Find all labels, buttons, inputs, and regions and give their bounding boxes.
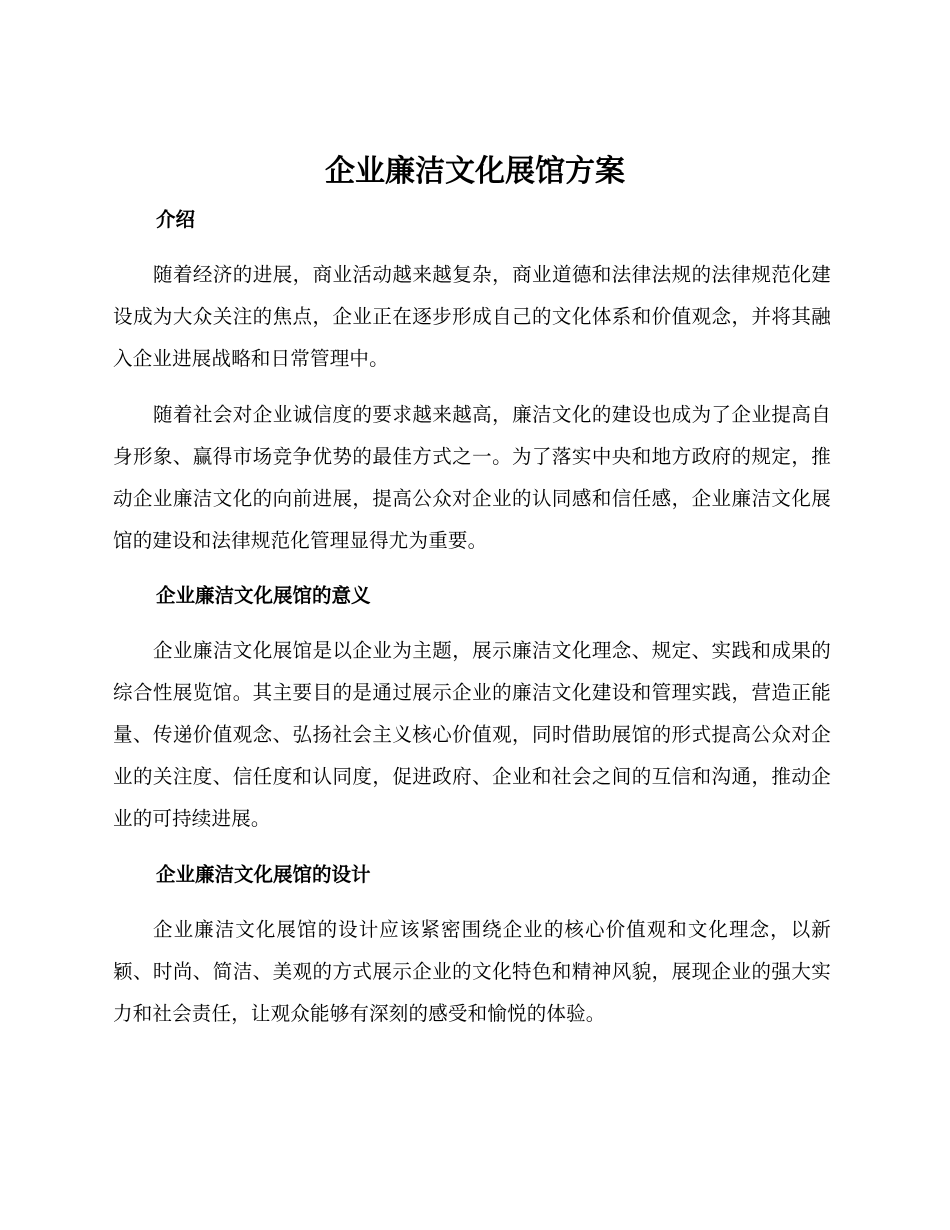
section-heading-meaning: 企业廉洁文化展馆的意义 <box>156 584 371 607</box>
paragraph-design: 企业廉洁文化展馆的设计应该紧密围绕企业的核心价值观和文化理念，以新颖、时尚、简洁、美观的方式展示企业的文化特色和精神风貌，展现企业的强大实力和社会责任，让观众能够有深刻的感受和愉悦的体验。 <box>113 918 831 1025</box>
section-heading-design: 企业廉洁文化展馆的设计 <box>156 863 371 886</box>
document-title: 企业廉洁文化展馆方案 <box>325 154 625 189</box>
section-heading-introduction: 介绍 <box>156 208 196 231</box>
paragraph-meaning: 企业廉洁文化展馆是以企业为主题，展示廉洁文化理念、规定、实践和成果的综合性展览馆。其主要目的是通过展示企业的廉洁文化建设和管理实践，营造正能量、传递价值观念、弘扬社会主义核心价值观，同时借助展馆的形式提高公众对企业的关注度、信任度和认同度，促进政府、企业和社会之间的互信和沟通，推动企业的可持续进展。 <box>113 639 831 830</box>
paragraph-introduction-2: 随着社会对企业诚信度的要求越来越高，廉洁文化的建设也成为了企业提高自身形象、赢得市场竞争优势的最佳方式之一。为了落实中央和地方政府的规定，推动企业廉洁文化的向前进展，提高公众对企业的认同感和信任感，企业廉洁文化展馆的建设和法律规范化管理显得尤为重要。 <box>113 403 831 552</box>
paragraph-introduction-1: 随着经济的进展，商业活动越来越复杂，商业道德和法律法规的法律规范化建设成为大众关注的焦点，企业正在逐步形成自己的文化体系和价值观念，并将其融入企业进展战略和日常管理中。 <box>113 263 831 370</box>
